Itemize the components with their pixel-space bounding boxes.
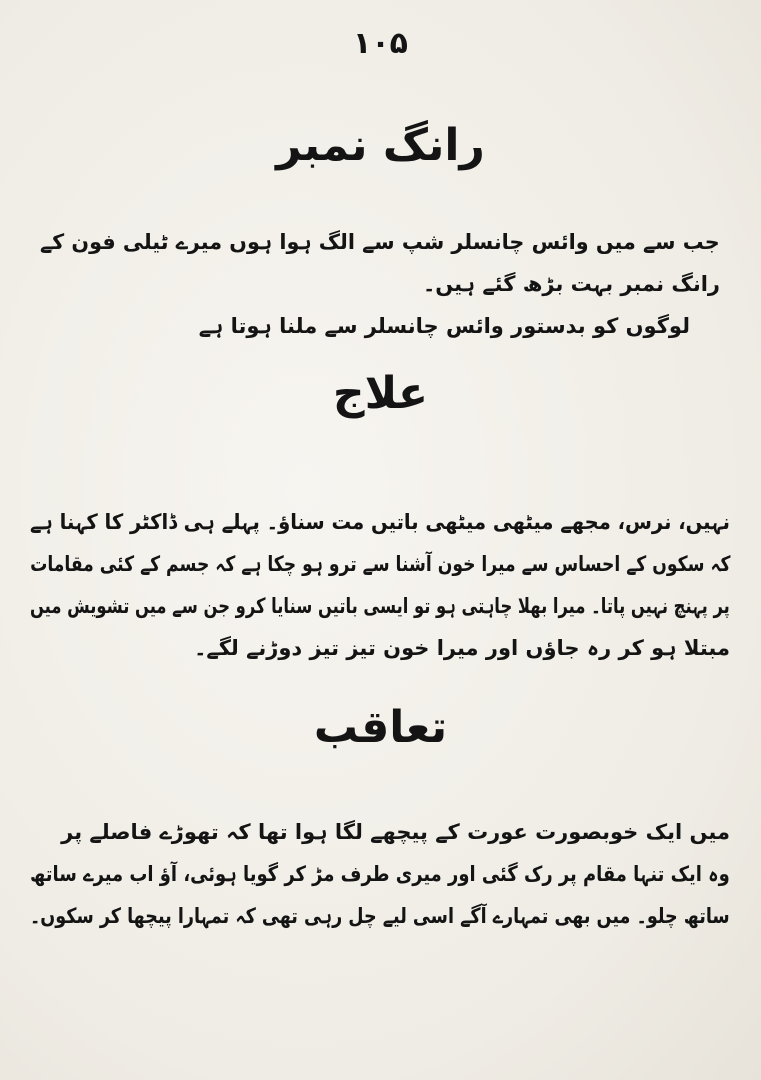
- section-paragraph-treatment: [30, 512, 730, 672]
- section-heading-treatment: علاج: [332, 368, 429, 419]
- section-heading-wrong-number: رانگ نمبر: [276, 120, 485, 171]
- paragraph-line: نہیں، نرس، مجھے میٹھی میٹھی باتیں مت سناؤ۔ پہلے ہی ڈاکٹر کا کہنا ہے: [30, 510, 730, 534]
- page-number: ۱۰۵: [353, 26, 408, 61]
- paragraph-line: پر پہنچ نہیں پاتا۔ میرا بھلا چاہتی ہو تو ایسی باتیں سنایا کرو جن سے میں تشویش میں: [30, 594, 730, 618]
- section-heading-pursuit: تعاقب: [313, 702, 448, 753]
- paragraph-line: میں ایک خوبصورت عورت کے پیچھے لگا ہوا تھا کہ تھوڑے فاصلے پر: [61, 820, 730, 844]
- paragraph-line: رانگ نمبر بہت بڑھ گئے ہیں۔: [422, 272, 720, 296]
- paragraph-line: کہ سکوں کے احساس سے میرا خون آشنا سے ترو ہو چکا ہے کہ جسم کے کئی مقامات: [29, 552, 730, 576]
- paragraph-line: وہ ایک تنہا مقام پر رک گئی اور میری طرف مڑ کر گویا ہوئی، آؤ اب میرے ساتھ: [30, 862, 730, 886]
- paragraph-line: مبتلا ہو کر رہ جاؤں اور میرا خون تیز تیز دوڑنے لگے۔: [194, 636, 730, 660]
- section-paragraph-wrong-number: [40, 232, 720, 352]
- paragraph-line: لوگوں کو بدستور وائس چانسلر سے ملنا ہوتا ہے: [198, 314, 690, 338]
- paragraph-line: جب سے میں وائس چانسلر شپ سے الگ ہوا ہوں میرے ٹیلی فون کے: [40, 230, 720, 254]
- section-paragraph-pursuit: [30, 822, 730, 952]
- paragraph-line: ساتھ چلو۔ میں بھی تمہارے آگے اسی لیے چل رہی تھی کہ تمہارا پیچھا کر سکوں۔: [30, 904, 730, 928]
